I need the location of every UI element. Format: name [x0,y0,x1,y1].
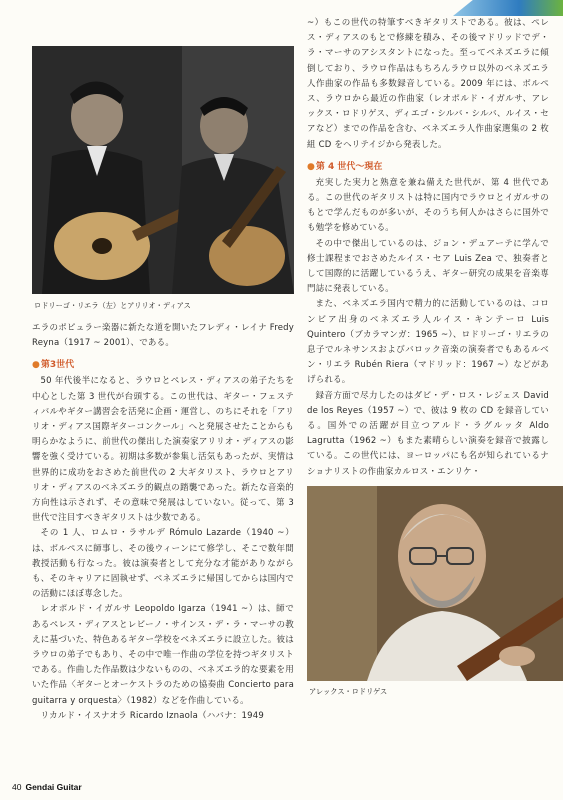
left-paragraph-1: エラのポピュラー楽器に新たな道を開いたフレディ・レイナ Fredy Reyna（1917 ~ 2001）、である。 [32,323,294,349]
right-paragraph-1: ~）もこの世代の特筆すべきギタリストである。彼は、ペレス・ディアスのもとで修練を積み、その後マドリッドでデ・ラ・マーサのアシスタントになった。至ってベネズエラに傾倒しており、ラウロ作品はもちろんラウロ以外のベネズエラ人作曲家の作品も多数録音している。2009 年には、ボルペス、ラウロから最近の作曲家（レオポルド・イガルサ、アレックス・ロドリゲス、ディエゴ・シルバ・シルバ、ルイス・セアなど）までの作品を含む、ベネズエラ人作曲家選集の 2 枚組 CD をヘリテイジから発表した。 [307,18,549,150]
right-paragraph-4: また、ベネズエラ国内で精力的に活動しているのは、コロンビア出身のベネズエラ人ルイス・キンテーロ Luis Quintero（ブカラマンガ：1965 ~）、ロドリーゴ・リエラの息子でルネサンスおよびバロック音楽の演奏者でもあるルベン・リエラ Rubén Riera（マドリッド：1967 ~）などがあげられる。 [307,299,549,386]
right-paragraph-5: 録音方面で尽力したのはダビ・デ・ロス・レジェス David de los Reyes（1957 ~）で、彼は 9 枚の CD を録音している。国外での活躍が目立つアルド・ラグルッタ Aldo Lagrutta（1962 ~）もまた素晴らしい演奏を録音で披露している。この世代には、ヨーロッパにも名が知られているナショナリストの作曲家カルロス・エンリケ・ [307,390,549,477]
bullet-icon: ● [32,360,40,371]
page-footer [12,782,82,792]
left-paragraph-3: その 1 人、ロムロ・ラサルデ Rómulo Lazarde（1940 ~）は、ボルペスに師事し、その後ウィーンにて修学し、そこで数年間教授活動も行なった。彼は演奏者として充分な才能がありながらも、そのキャリアに固執せず、ベネズエラに帰国してからは国内での活動にほぼ専念した。 [32,528,294,600]
right-paragraph-3: その中で傑出しているのは、ジョン・デュアーテに学んで修士課程までおさめたルイス・セア Luis Zea で、独奏者として国際的に活躍しているうえ、ギター研究の成果を音楽専門誌に発表している。 [307,238,549,295]
section-heading-gen4: ●第 4 世代～現在 [307,161,383,172]
photo-riera-diaz [32,46,294,294]
left-paragraph-4: レオポルド・イガルサ Leopoldo Igarza（1941 ~）は、師であるペレス・ディアスとレビーノ・サインス・デ・ラ・マーサの教えに基づいた、特色あるギター学校をベネズエラに設立した。彼はラウロの弟子でもあり、その中で唯一作曲の学位を持つギタリストである。作曲した作品数は少ないものの、ベネズエラ的な要素を用いた作品〈ギターとオーケストラのための協奏曲 Concierto para guitarra y orquesta〉（1982）などを作曲している。 [32,604,294,706]
bullet-icon: ● [307,161,315,172]
section-heading-gen3: ●第3世代 [32,360,75,371]
photo-riera-diaz-image [32,46,294,294]
right-column [307,16,549,707]
corner-color-band [453,0,563,16]
magazine-brand: Gendai Guitar [25,782,82,792]
right-paragraph-2: 充実した実力と熟意を兼ね備えた世代が、第 4 世代である。この世代のギタリストは特に国内でラウロとイガルサのもとで学んだものが多いが、そのうち何人かはさらに国外でも勉学を修めている。 [307,177,549,234]
left-column [32,16,294,724]
left-paragraph-2: 50 年代後半になると、ラウロとペレス・ディアスの弟子たちを中心とした第 3 世代が台頭する。この世代は、ギター・フェスティバルやギター講習会を活発に企画・運営し、のちにそれを「アリリオ・ディアス国際ギターコンクール」へと発展させたことからも明らかなように、前世代の傑出した演奏家アリリオ・ディアスの影響を強く受けている。初期は多数が参集し活気もあったが、実情は世界的に成功をおさめた前世代の 2 大ギタリスト、ラウロとアリリオ・ディアスのベネズエラ的観点の踏襲であった。新たな音楽的方向性は示されず、その意味で発展はしていない。従って、第 3 世代で注目すべきギタリストは少数である。 [32,376,294,524]
photo-alex-rodriguez [307,486,563,681]
photo-top-caption: ロドリーゴ・リエラ（左）とアリリオ・ディアス [34,301,191,310]
page-number: 40 [12,782,22,792]
photo-alex-rodriguez-image [307,486,563,681]
left-paragraph-5: リカルド・イスナオラ Ricardo Iznaola（ハバナ：1949 [40,710,264,721]
photo-bottom-caption: アレックス・ロドリゲス [309,686,388,696]
